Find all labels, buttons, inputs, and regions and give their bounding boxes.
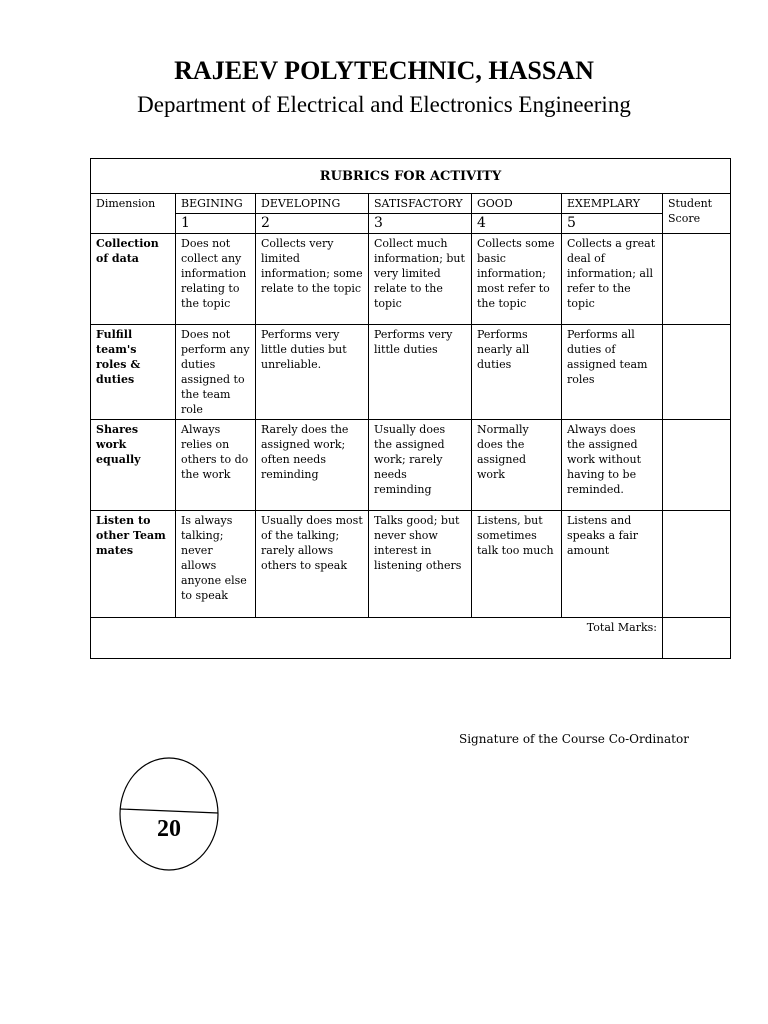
dimension-label: Fulfill team's roles & duties — [91, 325, 176, 420]
column-header-satisfactory: SATISFACTORY — [369, 194, 472, 214]
table-row — [91, 420, 731, 511]
rubric-cell: Is always talking; never allows anyone else to speak — [176, 511, 256, 618]
institution-title: RAJEEV POLYTECHNIC, HASSAN — [174, 56, 594, 85]
score-cell[interactable] — [663, 511, 731, 618]
score-cell[interactable] — [663, 420, 731, 511]
score-cell[interactable] — [663, 325, 731, 420]
rubric-cell: Collects a great deal of information; all refer to the topic — [562, 234, 663, 325]
dimension-label: Shares work equally — [91, 420, 176, 511]
rubric-cell: Listens and speaks a fair amount — [562, 511, 663, 618]
rubric-cell: Performs all duties of assigned team roles — [562, 325, 663, 420]
rubric-cell: Rarely does the assigned work; often needs reminding — [256, 420, 369, 511]
rubric-cell: Listens, but sometimes talk too much — [472, 511, 562, 618]
rubric-cell: Always does the assigned work without having to be reminded. — [562, 420, 663, 511]
table-row — [91, 234, 731, 325]
column-header-good: GOOD — [472, 194, 562, 214]
scale-number: 3 — [369, 214, 472, 234]
column-header-dimension: Dimension — [91, 194, 176, 234]
rubric-cell: Does not collect any information relating to the topic — [176, 234, 256, 325]
rubric-caption: RUBRICS FOR ACTIVITY — [91, 159, 731, 194]
rubric-cell: Performs very little duties — [369, 325, 472, 420]
table-row — [91, 325, 731, 420]
rubric-table — [90, 158, 731, 659]
total-marks-value[interactable] — [663, 618, 731, 659]
scale-number: 1 — [176, 214, 256, 234]
rubric-cell: Collect much information; but very limited relate to the topic — [369, 234, 472, 325]
rubric-cell: Collects some basic information; most refer to the topic — [472, 234, 562, 325]
rubric-cell: Performs very little duties but unreliable. — [256, 325, 369, 420]
score-cell[interactable] — [663, 234, 731, 325]
dimension-label: Listen to other Team mates — [91, 511, 176, 618]
rubric-cell: Collects very limited information; some relate to the topic — [256, 234, 369, 325]
rubric-cell: Usually does the assigned work; rarely needs reminding — [369, 420, 472, 511]
rubric-cell: Usually does most of the talking; rarely allows others to speak — [256, 511, 369, 618]
rubric-cell: Talks good; but never show interest in listening others — [369, 511, 472, 618]
rubric-cell: Does not perform any duties assigned to the team role — [176, 325, 256, 420]
scale-number: 2 — [256, 214, 369, 234]
table-row — [91, 511, 731, 618]
marks-circle — [119, 757, 219, 871]
column-header-developing: DEVELOPING — [256, 194, 369, 214]
marks-value: 20 — [157, 816, 181, 842]
scale-number: 5 — [562, 214, 663, 234]
column-header-begining: BEGINING — [176, 194, 256, 214]
rubric-cell: Always relies on others to do the work — [176, 420, 256, 511]
column-header-student-score: Student Score — [663, 194, 731, 234]
rubric-cell: Performs nearly all duties — [472, 325, 562, 420]
dimension-label: Collection of data — [91, 234, 176, 325]
rubric-cell: Normally does the assigned work — [472, 420, 562, 511]
signature-label: Signature of the Course Co-Ordinator — [459, 732, 689, 746]
total-marks-label: Total Marks: — [91, 618, 663, 659]
scale-number: 4 — [472, 214, 562, 234]
column-header-exemplary: EXEMPLARY — [562, 194, 663, 214]
department-subtitle: Department of Electrical and Electronics Engineering — [137, 92, 631, 117]
